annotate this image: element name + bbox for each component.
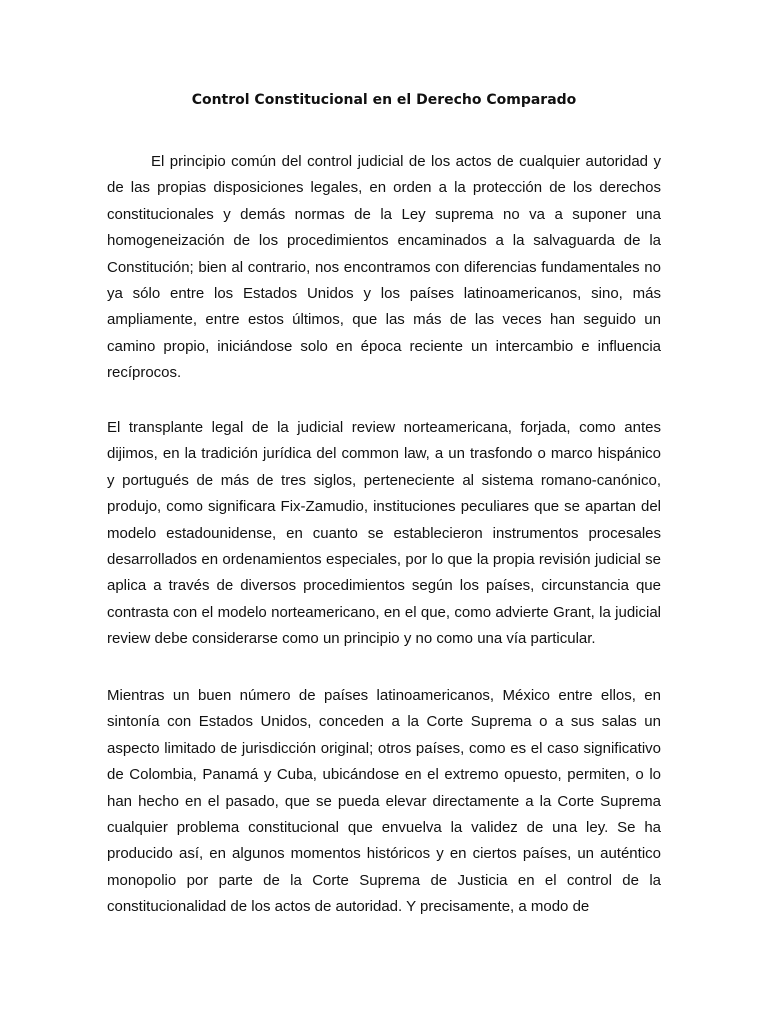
paragraph-2: El transplante legal de la judicial review norteamericana, forjada, como antes dijimos, en la tradición jurídica del common law, a un trasfondo o marco hispánico y portugués de más de tres siglos, perteneciente al sistema romano-canónico, produjo, como significara Fix-Zamudio, instituciones peculiares que se apartan del modelo estadounidense, en cuanto se establecieron instrumentos procesales desarrollados en ordenamientos especiales, por lo que la propia revisión judicial se aplica a través de diversos procedimientos según los países, circunstancia que contrasta con el modelo norteamericano, en el que, como advierte Grant, la judicial review debe considerarse como un principio y no como una vía particular. xyxy=(107,419,661,648)
document-title: Control Constitucional en el Derecho Comparado xyxy=(191,92,577,108)
paragraph-3: Mientras un buen número de países latinoamericanos, México entre ellos, en sintonía con Estados Unidos, conceden a la Corte Suprema o a sus salas un aspecto limitado de jurisdicción original; otros países, como es el caso significativo de Colombia, Panamá y Cuba, ubicándose en el extremo opuesto, permiten, o lo han hecho en el pasado, que se pueda elevar directamente a la Corte Suprema cualquier problema constitucional que envuelva la validez de una ley. Se ha producido así, en algunos momentos históricos y en ciertos países, un auténtico monopolio por parte de la Corte Suprema de Justicia en el control de la constitucionalidad de los actos de autoridad. Y precisamente, a modo de xyxy=(107,687,661,916)
paragraph-1: El principio común del control judicial de los actos de cualquier autoridad y de las propias disposiciones legales, en orden a la protección de los derechos constitucionales y demás normas de la Ley suprema no va a suponer una homogeneización de los procedimientos encaminados a la salvaguarda de la Constitución; bien al contrario, nos encontramos con diferencias fundamentales no ya sólo entre los Estados Unidos y los países latinoamericanos, sino, más ampliamente, entre estos últimos, que las más de las veces han seguido un camino propio, iniciándose solo en época reciente un intercambio e influencia recíprocos. xyxy=(107,153,661,382)
